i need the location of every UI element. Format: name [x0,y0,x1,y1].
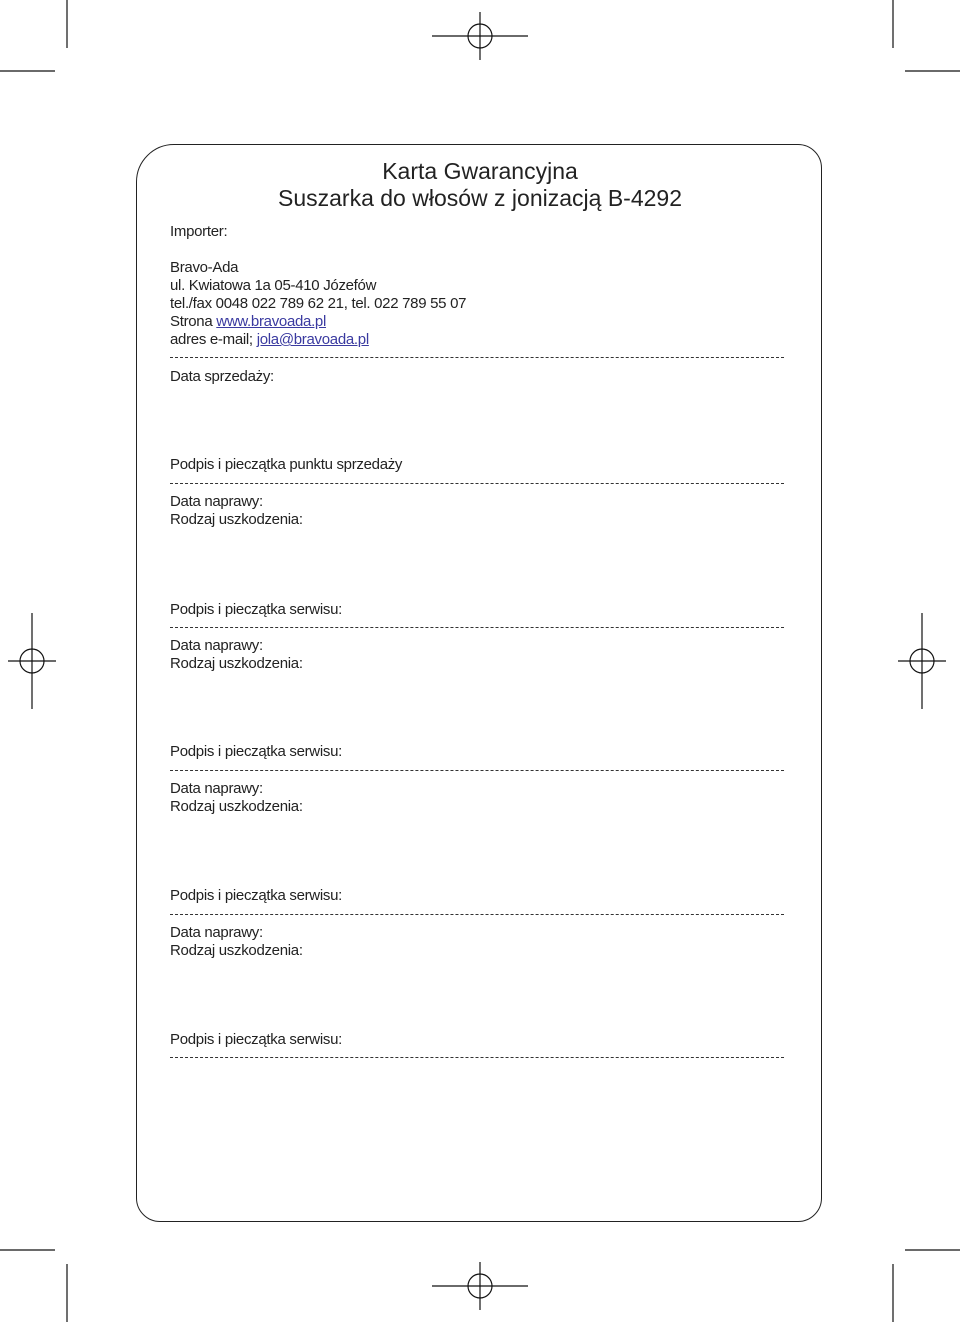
sale-date-label: Data sprzedaży: [170,368,274,385]
company-address: ul. Kwiatowa 1a 05-410 Józefów [170,277,377,294]
repair-date-label: Data naprawy: [170,924,263,941]
dashed-separator [170,627,784,628]
repair-damage-label: Rodzaj uszkodzenia: [170,942,303,959]
dashed-separator [170,914,784,915]
company-name: Bravo-Ada [170,259,239,276]
repair-date-label: Data naprawy: [170,780,263,797]
repair-damage-label: Rodzaj uszkodzenia: [170,798,303,815]
repair-signature-label: Podpis i pieczątka serwisu: [170,743,342,760]
repair-signature-label: Podpis i pieczątka serwisu: [170,601,342,618]
company-email-line [170,331,369,349]
registration-mark-icon [898,613,946,709]
repair-damage-label: Rodzaj uszkodzenia: [170,511,303,528]
repair-signature-label: Podpis i pieczątka serwisu: [170,1031,342,1048]
email-label: adres e-mail; [170,331,253,348]
company-website-line [170,313,326,331]
email-link[interactable]: jola@bravoada.pl [256,331,369,348]
website-link[interactable]: www.bravoada.pl [216,313,327,330]
repair-signature-label: Podpis i pieczątka serwisu: [170,887,342,904]
dashed-separator [170,483,784,484]
dashed-separator [170,1057,784,1058]
sale-signature-label: Podpis i pieczątka punktu sprzedaży [170,456,403,473]
repair-date-label: Data naprawy: [170,493,263,510]
company-phone: tel./fax 0048 022 789 62 21, tel. 022 789 55 07 [170,295,467,312]
dashed-separator [170,770,784,771]
website-label: Strona [170,313,213,330]
repair-damage-label: Rodzaj uszkodzenia: [170,655,303,672]
registration-mark-icon [432,1262,528,1310]
dashed-separator [170,357,784,358]
repair-date-label: Data naprawy: [170,637,263,654]
registration-mark-icon [432,12,528,60]
registration-mark-icon [8,613,56,709]
document-subtitle: Suszarka do włosów z jonizacją B-4292 [278,185,682,211]
importer-label: Importer: [170,223,228,240]
document-title: Karta Gwarancyjna [382,158,578,184]
